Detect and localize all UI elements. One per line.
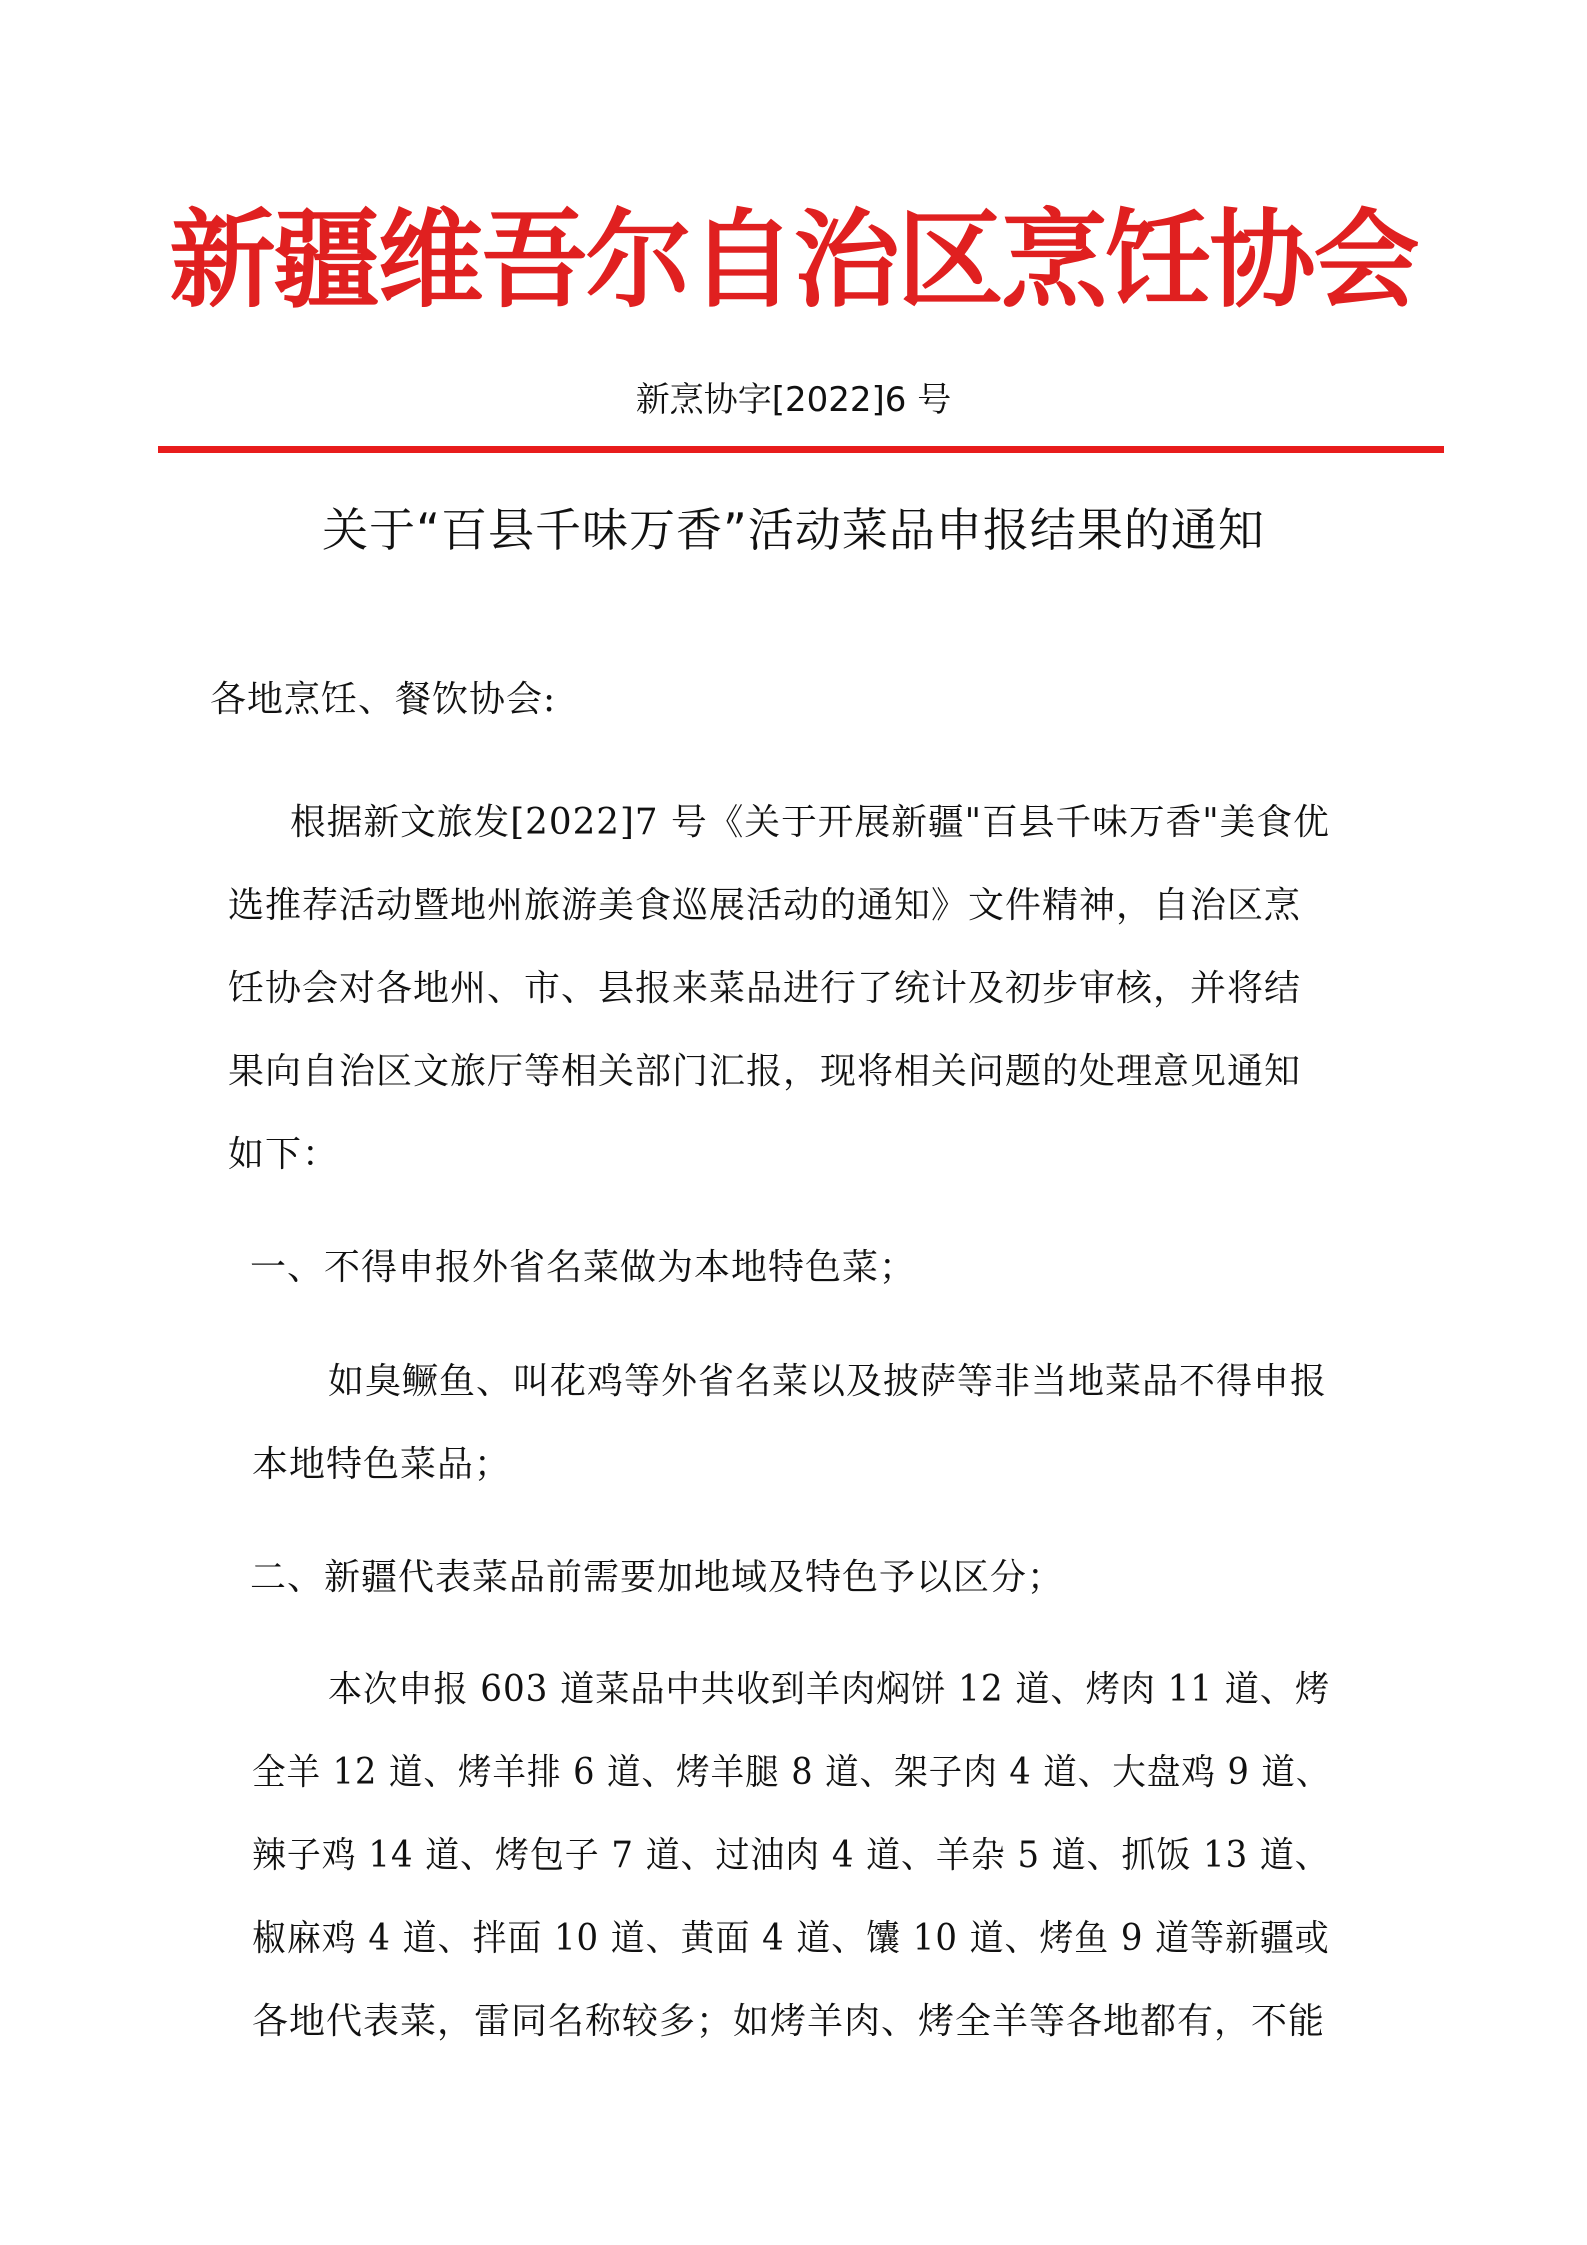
paragraph-1-line-2: 选推荐活动暨地州旅游美食巡展活动的通知》文件精神，自治区烹 [228,885,1302,926]
paragraph-1-line-4: 果向自治区文旅厅等相关部门汇报，现将相关问题的处理意见通知 [228,1051,1302,1092]
organization-letterhead: 新疆维吾尔自治区烹饪协会 [169,197,1418,322]
paragraph-5-line-3: 辣子鸡 14 道、烤包子 7 道、过油肉 4 道、羊杂 5 道、抓饭 13 道、 [252,1835,1330,1876]
section-heading-1: 一、不得申报外省名菜做为本地特色菜； [250,1247,917,1288]
salutation: 各地烹饪、餐饮协会: [210,679,557,720]
paragraph-1-line-1: 根据新文旅发[2022]7 号《关于开展新疆"百县千味万香"美食优 [290,802,1330,843]
paragraph-5-line-4: 椒麻鸡 4 道、拌面 10 道、黄面 4 道、馕 10 道、烤鱼 9 道等新疆或 [252,1918,1330,1959]
section-heading-2: 二、新疆代表菜品前需要加地域及特色予以区分； [250,1557,1065,1598]
paragraph-5-line-2: 全羊 12 道、烤羊排 6 道、烤羊腿 8 道、架子肉 4 道、大盘鸡 9 道、 [252,1752,1331,1793]
notice-title: 关于“百县千味万香”活动菜品申报结果的通知 [322,503,1265,557]
paragraph-3-line-1: 如臭鳜鱼、叫花鸡等外省名菜以及披萨等非当地菜品不得申报 [328,1361,1328,1402]
paragraph-3-line-2: 本地特色菜品； [252,1444,512,1485]
paragraph-1-line-5: 如下： [228,1134,340,1175]
red-divider-line [158,446,1444,453]
paragraph-1-line-3: 饪协会对各地州、市、县报来菜品进行了统计及初步审核，并将结 [228,968,1302,1009]
document-number: 新烹协字[2022]6 号 [635,380,952,420]
paragraph-5-line-5: 各地代表菜，雷同名称较多；如烤羊肉、烤全羊等各地都有，不能 [252,2001,1326,2042]
paragraph-5-line-1: 本次申报 603 道菜品中共收到羊肉焖饼 12 道、烤肉 11 道、烤 [328,1669,1331,1710]
